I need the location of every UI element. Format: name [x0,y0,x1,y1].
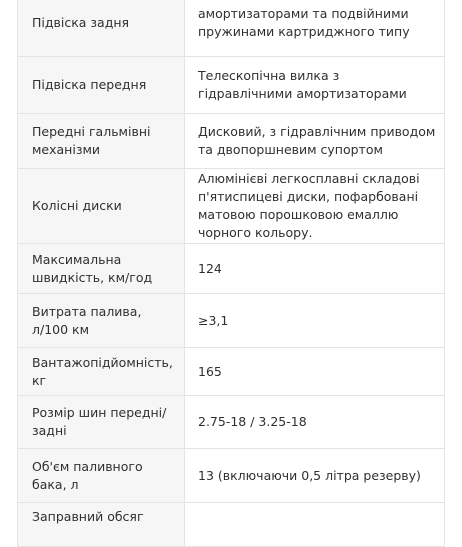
spec-value: ≥3,1 [198,312,229,328]
spec-value-cell [185,169,445,244]
spec-value-cell [185,396,445,449]
spec-label: Витрата палива, л/100 км [32,303,142,337]
spec-label: Вантажопідйомність, кг [32,354,173,388]
table-row [18,244,445,294]
spec-label: Розмір шин передні/ задні [32,405,167,438]
spec-value: Телескопічна вилка з гідравлічними амортизаторами [198,68,407,101]
spec-value: 2.75-18 / 3.25-18 [198,414,307,429]
spec-value: амортизаторами та подвійними пружинами картриджного типу [198,5,410,39]
spec-label-cell [18,169,185,244]
spec-label-cell [18,244,185,294]
spec-label: Підвіска задня [32,14,130,30]
spec-label-cell [18,396,185,449]
spec-label-cell [18,294,185,348]
spec-value: 165 [198,363,222,379]
spec-label-cell [18,0,185,57]
table-row [18,169,445,244]
table-row [18,348,445,396]
spec-value-cell [185,244,445,294]
table-row [18,294,445,348]
spec-value-cell [185,348,445,396]
spec-value: 124 [198,260,222,276]
spec-value-cell [185,0,445,57]
table-row [18,449,445,503]
spec-value-cell [185,294,445,348]
spec-value-cell [185,57,445,114]
spec-value-cell [185,114,445,169]
spec-value: 13 (включаючи 0,5 літра резерву) [198,467,421,483]
table-row [18,396,445,449]
spec-label-cell [18,503,185,547]
spec-label: Заправний обсяг [32,509,144,524]
table-row [18,0,445,57]
spec-value-cell [185,449,445,503]
spec-label: Підвіска передня [32,77,147,92]
spec-label-cell [18,57,185,114]
spec-label-cell [18,114,185,169]
spec-label-cell [18,449,185,503]
table-row [18,57,445,114]
table-row [18,114,445,169]
spec-label: Передні гальмівні механізми [32,124,151,157]
spec-label: Максимальна швидкість, км/год [32,251,153,285]
spec-value: Дисковий, з гідравлічним приводом та двопоршневим супортом [198,124,436,157]
spec-label: Колісні диски [32,198,122,213]
table-row [18,503,445,547]
spec-label-cell [18,348,185,396]
spec-value-cell [185,503,445,547]
spec-label: Об'єм паливного бака, л [32,458,143,492]
spec-value: Алюмінієві легкосплавні складові п'ятиспицеві диски, пофарбовані матовою порошковою емаллю чорного кольору. [198,171,420,240]
spec-table [17,0,445,547]
